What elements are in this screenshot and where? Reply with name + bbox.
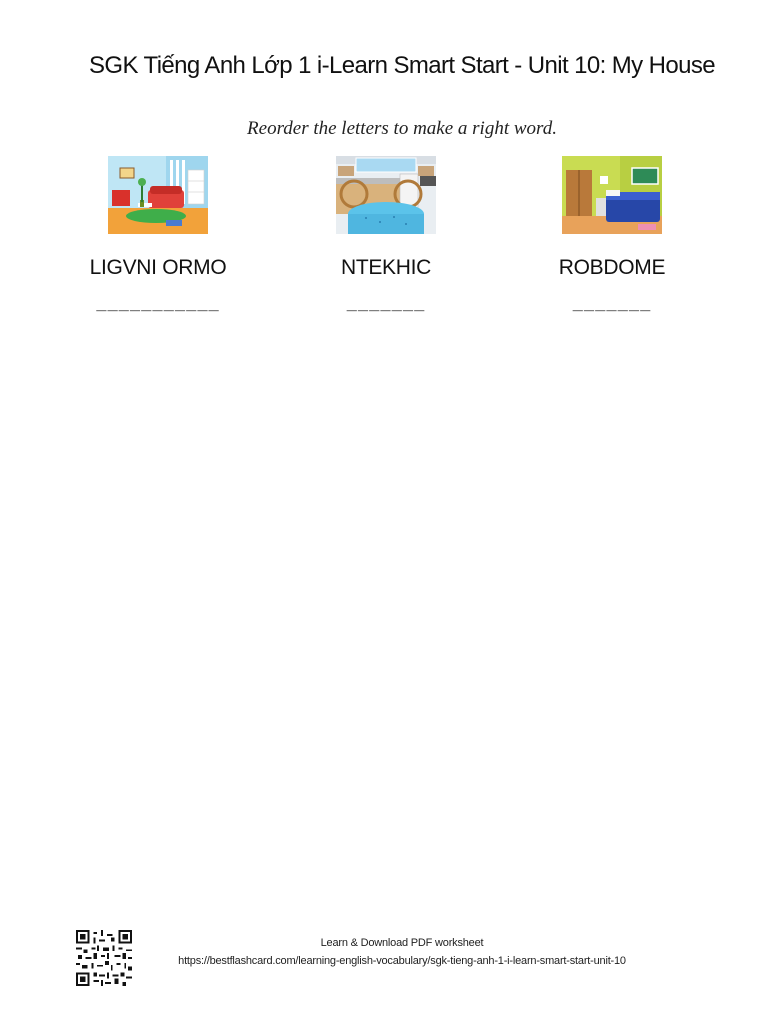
scrambled-word: ROBDOME	[558, 256, 666, 279]
bedroom-illustration	[562, 156, 662, 234]
exercise-item-kitchen	[286, 156, 486, 312]
exercise-item-living-room	[58, 156, 258, 312]
instruction-text: Reorder the letters to make a right word.	[247, 118, 557, 139]
footer-caption: Learn & Download PDF worksheet	[320, 937, 484, 949]
qr-code-icon	[76, 930, 132, 986]
answer-blank[interactable]: _______	[572, 292, 652, 312]
page-title: SGK Tiếng Anh Lớp 1 i-Learn Smart Start - Unit 10: My House	[89, 52, 715, 79]
living-room-illustration	[108, 156, 208, 234]
kitchen-illustration	[336, 156, 436, 234]
answer-blank[interactable]: ___________	[96, 292, 220, 312]
footer-url-link[interactable]: https://bestflashcard.com/learning-english-vocabulary/sgk-tieng-anh-1-i-learn-smart-start-unit-10	[178, 955, 626, 967]
answer-blank[interactable]: _______	[346, 292, 426, 312]
scrambled-word: LIGVNI ORMO	[89, 256, 227, 279]
scrambled-word: NTEKHIC	[340, 256, 432, 279]
exercise-item-bedroom	[512, 156, 712, 312]
